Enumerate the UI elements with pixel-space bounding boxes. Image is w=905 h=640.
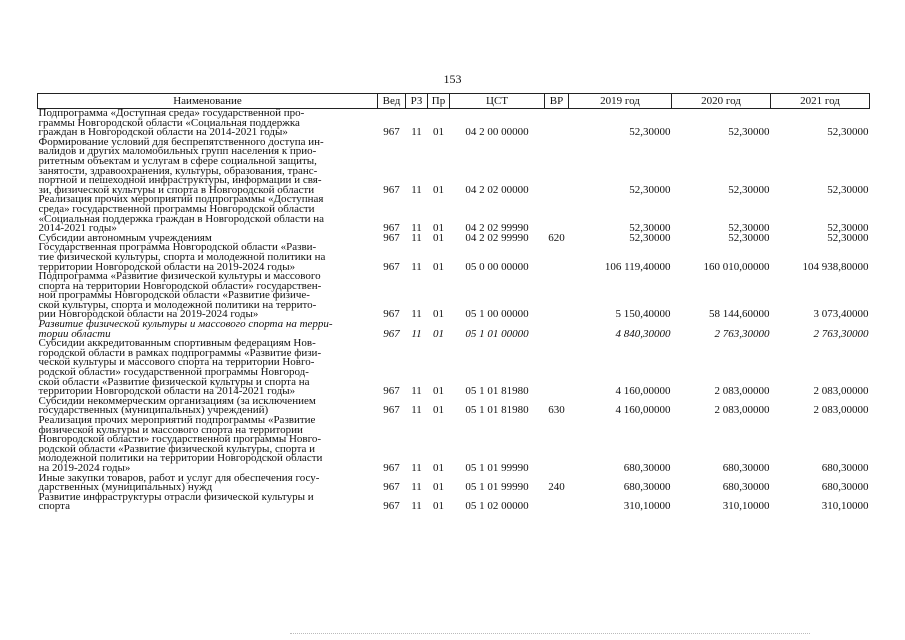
row-2021: 680,30000 (821, 461, 869, 474)
row-2019: 4 160,00000 (615, 404, 671, 417)
row-name: Субсидии аккредитованным спортивным федерациям Нов- городской области в рамках подпрограммы «Развитие физи- ческой культуры и массового спорта на территории Новго- родской области» государственной программы Новгород- ской области «Развитие физической культуры и спорта на территории Новгородской области на 2014-2021 годы» (38, 337, 322, 398)
row-pr: 01 (433, 327, 444, 340)
row-ved: 967 (383, 260, 400, 273)
row-ved: 967 (383, 481, 400, 494)
column-header-pr: Пр (428, 94, 450, 109)
row-2021: 104 938,80000 (802, 260, 869, 273)
row-2020: 52,30000 (728, 222, 770, 235)
row-name: Реализация прочих мероприятий подпрограммы «Доступная среда» государственной программы Новгородской области «Социальная поддержка граждан в Новгородской области на 2014-2021 годы» (38, 193, 325, 235)
row-2021: 680,30000 (821, 481, 869, 494)
row-ved: 967 (383, 327, 400, 340)
row-name: Реализация прочих мероприятий подпрограммы «Развитие физической культуры и массового спорта на территории Новгородской области» государственной программы Новго- родской области «Развитие физической культуры, спорта и молодежной политики на территории Новгородской области на 2019-2024 годы» (38, 414, 323, 474)
row-vr: 630 (548, 404, 565, 417)
column-header-ved: Вед (378, 94, 406, 109)
table-row (38, 195, 870, 233)
row-name: Подпрограмма «Развитие физической культуры и массового спорта на территории Новгородской области» государствен- ной программы Новгородской области «Развитие физиче- ской культуры, спорта и молодежной политики на террито- рии Новгородской области на 2019-2024 годы» (38, 270, 322, 321)
row-pr: 01 (433, 385, 444, 398)
row-2019: 52,30000 (629, 231, 671, 244)
column-header-cst: ЦСТ (450, 94, 545, 109)
row-2021: 52,30000 (827, 222, 869, 235)
row-vr (545, 416, 569, 474)
row-rz: 11 (411, 126, 422, 139)
row-ved: 967 (383, 222, 400, 235)
row-pr: 01 (433, 126, 444, 139)
column-header-2021: 2021 год (771, 94, 870, 109)
row-cst: 04 2 02 99990 (465, 222, 529, 235)
row-2021: 2 083,00000 (813, 404, 869, 417)
row-2019: 5 150,40000 (615, 308, 671, 321)
row-2019: 4 160,00000 (615, 385, 671, 398)
row-cst: 05 1 01 81980 (465, 385, 529, 398)
row-name: Развитие инфраструктуры отрасли физической культуры и спорта (38, 490, 314, 513)
row-rz: 11 (411, 461, 422, 474)
row-2020: 680,30000 (722, 461, 770, 474)
row-cst: 04 2 02 99990 (465, 231, 529, 244)
row-pr: 01 (433, 231, 444, 244)
row-2019: 680,30000 (623, 481, 671, 494)
row-vr (545, 138, 569, 196)
scan-artifact (290, 633, 810, 637)
row-cst: 05 1 01 99990 (465, 481, 529, 494)
column-header-2020: 2020 год (672, 94, 771, 109)
row-cst: 05 1 02 00000 (465, 500, 529, 513)
row-2019: 310,10000 (623, 500, 671, 513)
row-vr (545, 493, 569, 512)
table-row (38, 243, 870, 272)
row-cst: 05 1 01 00000 (465, 327, 529, 340)
row-pr: 01 (433, 260, 444, 273)
table-row (38, 493, 870, 512)
row-name: Формирование условий для беспрепятственного доступа ин- валидов и других маломобильных групп населения к прио- ритетным объектам и услугам в сфере социальной защиты, занятости, здравоохранения, культуры, образования, транс- портной и пешеходной инфраструктуры, информации и свя- зи, физической культуры и спорта в Новгородской области (38, 135, 324, 196)
row-ved: 967 (383, 404, 400, 417)
row-2019: 4 840,30000 (615, 327, 671, 340)
row-name: Субсидии некоммерческим организациям (за исключением государственных (муниципальных) учреждений) (38, 394, 316, 417)
row-name: Иные закупки товаров, работ и услуг для обеспечения госу- дарственных (муниципальных) нужд (38, 471, 320, 494)
row-pr: 01 (433, 222, 444, 235)
row-2021: 52,30000 (827, 183, 869, 196)
row-2020: 2 083,00000 (714, 385, 770, 398)
table-row (38, 416, 870, 474)
row-vr (545, 243, 569, 272)
row-ved: 967 (383, 126, 400, 139)
row-cst: 04 2 00 00000 (465, 126, 529, 139)
row-name: Подпрограмма «Доступная среда» государственной про- граммы Новгородской области «Социальная поддержка граждан в Новгородской области на 2014-2021 годы» (38, 107, 305, 139)
row-2020: 52,30000 (728, 183, 770, 196)
row-2019: 52,30000 (629, 183, 671, 196)
row-rz: 11 (411, 308, 422, 321)
row-rz: 11 (411, 327, 422, 340)
table-row (38, 138, 870, 196)
row-2020: 2 763,30000 (714, 327, 770, 340)
row-2021: 3 073,40000 (813, 308, 869, 321)
table-row (38, 109, 870, 138)
row-name: Субсидии автономным учреждениям (38, 231, 212, 244)
row-vr: 240 (548, 481, 565, 494)
row-rz: 11 (411, 231, 422, 244)
row-cst: 04 2 02 00000 (465, 183, 529, 196)
row-2020: 310,10000 (722, 500, 770, 513)
row-2021: 2 083,00000 (813, 385, 869, 398)
row-pr: 01 (433, 500, 444, 513)
row-2019: 52,30000 (629, 126, 671, 139)
row-rz: 11 (411, 500, 422, 513)
row-cst: 05 1 01 99990 (465, 461, 529, 474)
row-ved: 967 (383, 308, 400, 321)
row-2021: 2 763,30000 (813, 327, 869, 340)
table-row (38, 272, 870, 320)
row-vr (545, 320, 569, 339)
row-2020: 52,30000 (728, 231, 770, 244)
row-rz: 11 (411, 260, 422, 273)
budget-table (37, 93, 870, 512)
row-ved: 967 (383, 231, 400, 244)
row-vr (545, 339, 569, 397)
row-name: Государственная программа Новгородской области «Разви- тие физической культуры, спорта и молодежной политики на территории Новгородской области на 2019-2024 годы» (38, 241, 326, 273)
row-ved: 967 (383, 500, 400, 513)
row-ved: 967 (383, 183, 400, 196)
row-rz: 11 (411, 481, 422, 494)
row-2019: 680,30000 (623, 461, 671, 474)
column-header-2019: 2019 год (569, 94, 672, 109)
row-2021: 310,10000 (821, 500, 869, 513)
row-2019: 52,30000 (629, 222, 671, 235)
row-pr: 01 (433, 481, 444, 494)
row-vr: 620 (548, 231, 565, 244)
column-header-vr: ВР (545, 94, 569, 109)
table-row (38, 474, 870, 493)
row-vr (545, 272, 569, 320)
row-2020: 2 083,00000 (714, 404, 770, 417)
page-number: 153 (443, 72, 462, 86)
row-2021: 52,30000 (827, 126, 869, 139)
column-header-name: Наименование (38, 94, 378, 109)
row-2020: 680,30000 (722, 481, 770, 494)
row-ved: 967 (383, 461, 400, 474)
row-vr (545, 195, 569, 233)
row-ved: 967 (383, 385, 400, 398)
row-2020: 52,30000 (728, 126, 770, 139)
table-row (38, 339, 870, 397)
row-name: Развитие физической культуры и массового спорта на терри- тории области (38, 318, 333, 340)
row-cst: 05 1 01 81980 (465, 404, 529, 417)
row-2020: 58 144,60000 (709, 308, 770, 321)
column-header-rz: РЗ (406, 94, 428, 109)
row-pr: 01 (433, 404, 444, 417)
row-2021: 52,30000 (827, 231, 869, 244)
row-rz: 11 (411, 404, 422, 417)
row-pr: 01 (433, 461, 444, 474)
row-2020: 160 010,00000 (703, 260, 770, 273)
row-rz: 11 (411, 385, 422, 398)
row-pr: 01 (433, 183, 444, 196)
row-pr: 01 (433, 308, 444, 321)
row-rz: 11 (411, 222, 422, 235)
row-rz: 11 (411, 183, 422, 196)
row-2019: 106 119,40000 (604, 260, 671, 273)
row-cst: 05 0 00 00000 (465, 260, 529, 273)
row-cst: 05 1 00 00000 (465, 308, 529, 321)
row-vr (545, 109, 569, 138)
